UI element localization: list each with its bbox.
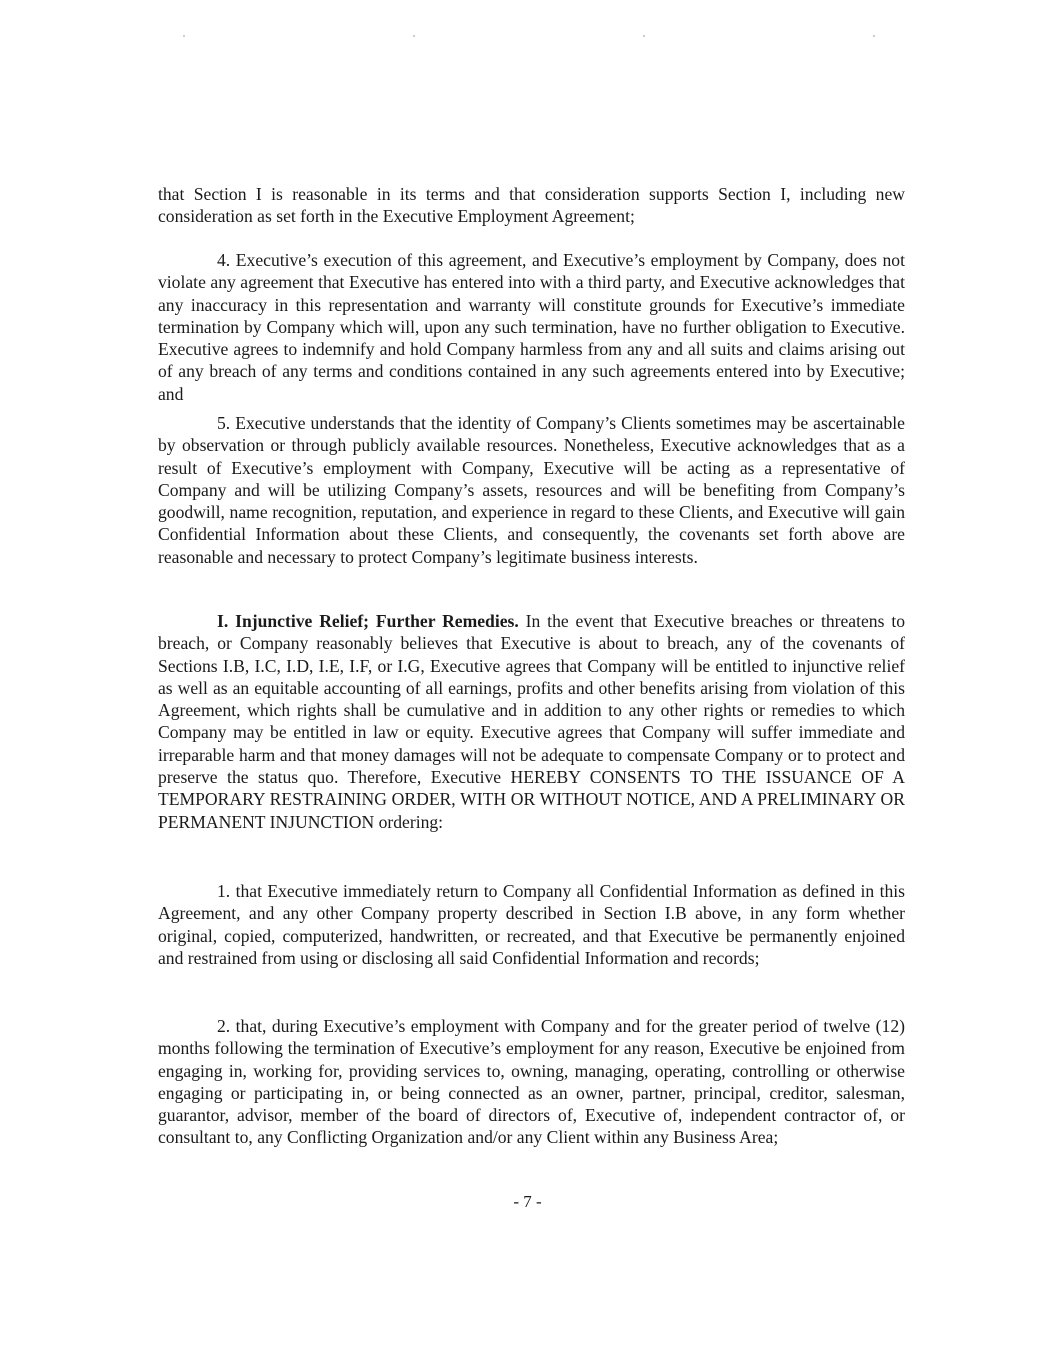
body-text — [158, 1015, 905, 1149]
sub-item-2-paragraph: 2. that, during Executive’s employment with Company and for the greater period of twelve (12) months following the termination of Executive’s employment for any reason, Executive be enjoined from engaging in, working for, providing services to, owning, managing, operating, controlling or otherwise engaging or participating in, or being connected as an owner, partner, principal, creditor, salesman, guarantor, advisor, member of the board of directors of, Executive of, independent contractor of, or consultant to, any Conflicting Organization and/or any Client within any Business Area; — [158, 1016, 905, 1148]
body-text — [158, 610, 905, 833]
page-number: - 7 - — [513, 1192, 542, 1211]
scan-speck — [873, 35, 875, 37]
scan-speck — [413, 35, 415, 37]
body-text — [158, 183, 905, 228]
sub-item-1-paragraph: 1. that Executive immediately return to Company all Confidential Information as defined in this Agreement, and any other Company property described in Section I.B above, in any form whether original, copied, computerized, handwritten, or recreated, and that Executive be permanently enjoined and restrained from using or disclosing all said Confidential Information and records; — [158, 881, 905, 968]
body-text — [158, 412, 905, 568]
continuation-paragraph: that Section I is reasonable in its terms and that consideration supports Section I, including new consideration as set forth in the Executive Employment Agreement; — [158, 184, 905, 227]
item-4-paragraph: 4. Executive’s execution of this agreement, and Executive’s employment by Company, does not violate any agreement that Executive has entered into with a third party, and Executive acknowledges that any inaccuracy in this representation and warranty will constitute grounds for Executive’s immediate termination by Company which will, upon any such termination, have no further obligation to Executive. Executive agrees to indemnify and hold Company harmless from any and all suits and claims arising out of any breach of any terms and conditions contained in any such agreements entered into by Executive; and — [158, 250, 905, 404]
scan-speck — [183, 35, 185, 37]
body-text — [158, 249, 905, 405]
section-i-paragraph — [158, 610, 905, 833]
scan-speck — [643, 35, 645, 37]
section-i-body: In the event that Executive breaches or threatens to breach, or Company reasonably believes that Executive is about to breach, any of the covenants of Sections I.B, I.C, I.D, I.E, I.F, or I.G, Executive agrees that Company will be entitled to injunctive relief as well as an equitable accounting of all earnings, profits and other benefits arising from violation of this Agreement, which rights shall be cumulative and in addition to any other rights or remedies to which Company may be entitled in law or equity. Executive agrees that Company will suffer immediate and irreparable harm and that money damages will not be adequate to compensate Company or to protect and preserve the status quo. Therefore, Executive HEREBY CONSENTS TO THE ISSUANCE OF A TEMPORARY RESTRAINING ORDER, WITH OR WITHOUT NOTICE, AND A PRELIMINARY OR PERMANENT INJUNCTION ordering: — [158, 611, 906, 832]
item-5-paragraph: 5. Executive understands that the identity of Company’s Clients sometimes may be ascertainable by observation or through publicly available resources. Nonetheless, Executive acknowledges that as a result of Executive’s employment with Company, Executive will be acting as a representative of Company and will be utilizing Company’s assets, resources and will be benefiting from Company’s goodwill, name recognition, reputation, and experience in regard to these Clients, and Executive will gain Confidential Information about these Clients, and consequently, the covenants set forth above are reasonable and necessary to protect Company’s legitimate business interests. — [158, 413, 905, 567]
section-i-heading: I. Injunctive Relief; Further Remedies. — [217, 611, 519, 631]
body-text — [158, 880, 905, 969]
